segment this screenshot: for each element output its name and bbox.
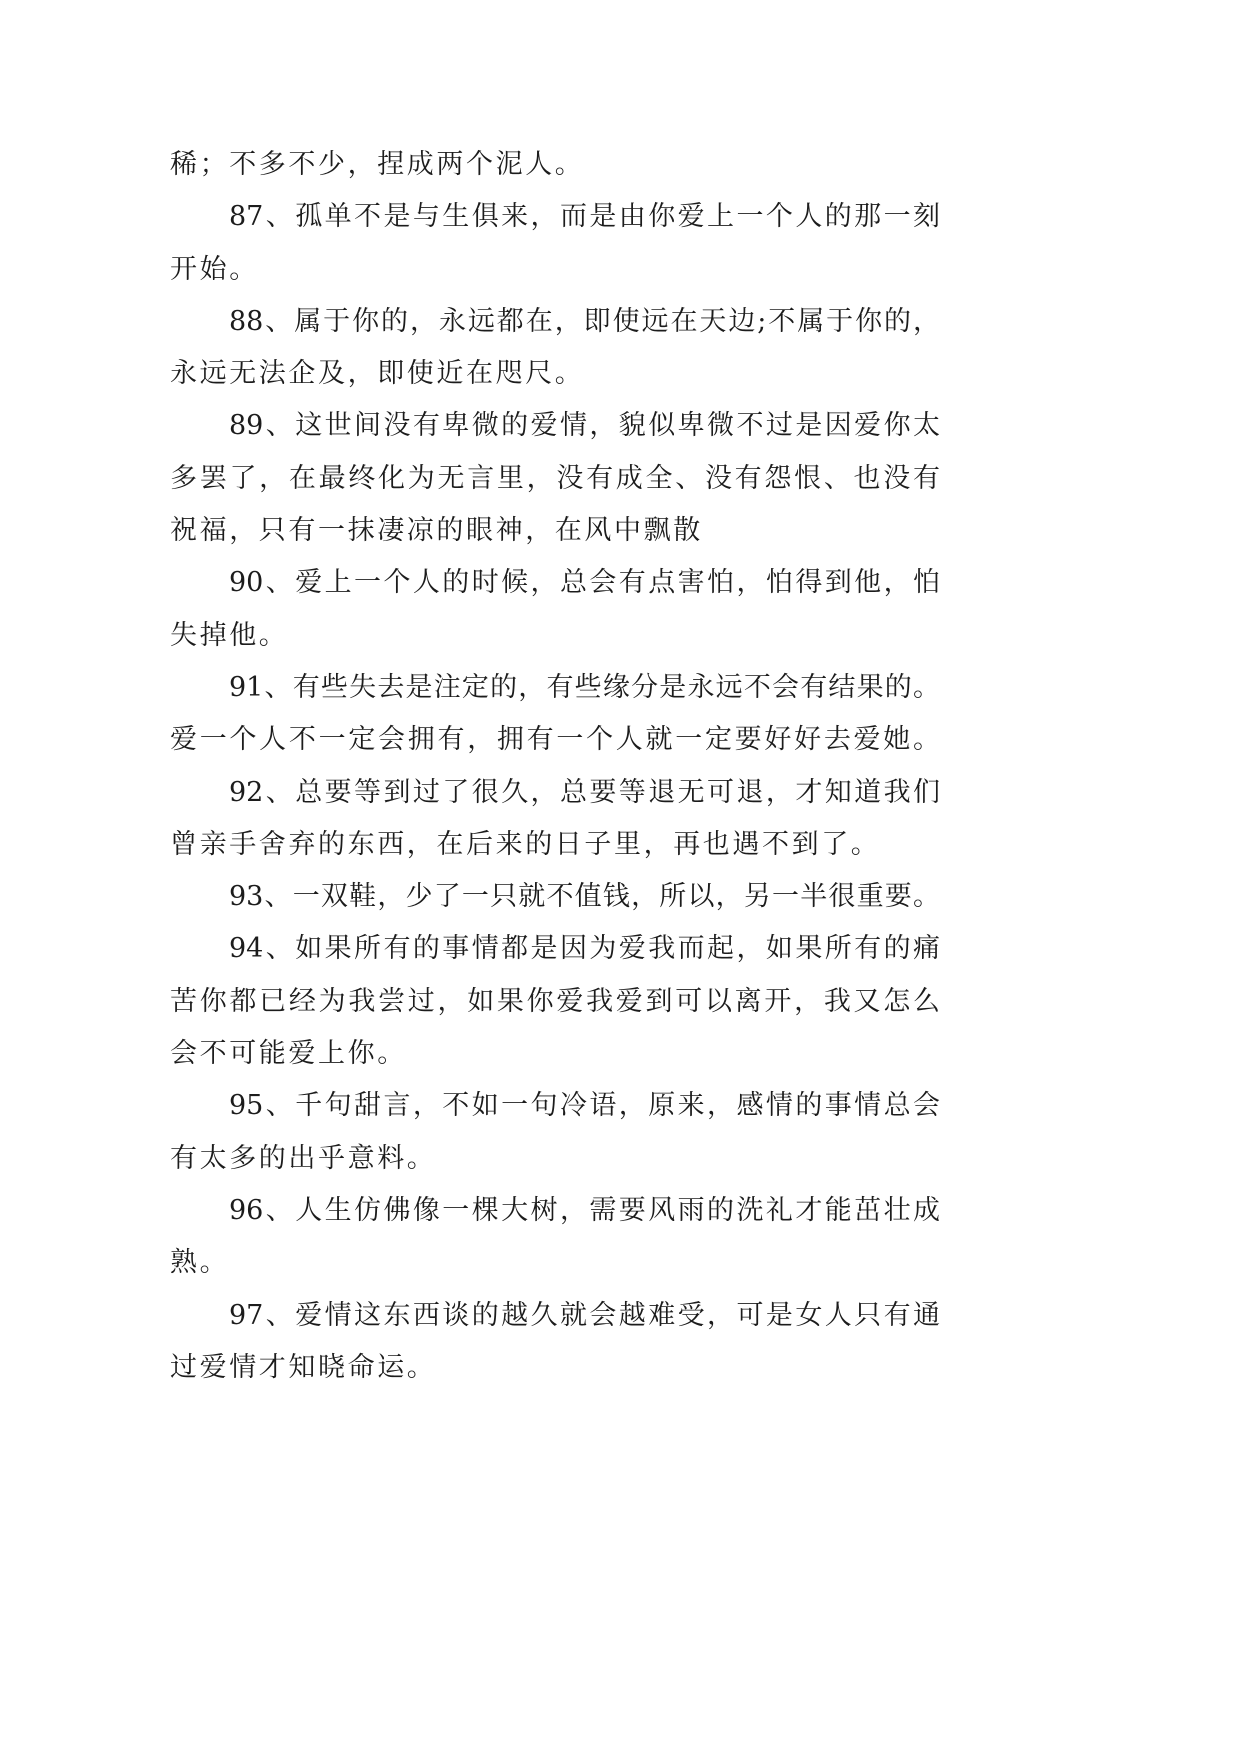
paragraph-89: [170, 400, 940, 557]
text-line: 苦你都已经为我尝过，如果你爱我爱到可以离开，我又怎么: [170, 985, 940, 1017]
text-line: 91、有些失去是注定的，有些缘分是永远不会有结果的。: [229, 671, 940, 703]
text-line: 89、这世间没有卑微的爱情，貌似卑微不过是因爱你太: [229, 410, 940, 442]
paragraph-94: [170, 923, 940, 1080]
text-line: 97、爱情这东西谈的越久就会越难受，可是女人只有通: [229, 1299, 940, 1331]
paragraph-90: [170, 557, 940, 662]
paragraph-continuation: [170, 139, 940, 191]
paragraph-93: [170, 871, 940, 923]
document-body: [170, 139, 940, 1394]
text-line: 曾亲手舍弃的东西，在后来的日子里，再也遇不到了。: [170, 828, 881, 860]
text-line: 93、一双鞋，少了一只就不值钱，所以，另一半很重要。: [229, 881, 940, 913]
text-line: 熟。: [170, 1247, 230, 1279]
text-line: 有太多的出乎意料。: [170, 1142, 437, 1174]
text-line: 94、如果所有的事情都是因为爱我而起，如果所有的痛: [229, 933, 940, 965]
paragraph-92: [170, 767, 940, 872]
text-line: 90、爱上一个人的时候，总会有点害怕，怕得到他，怕: [229, 567, 940, 599]
text-line: 永远无法企及，即使近在咫尺。: [170, 358, 585, 390]
text-line: 过爱情才知晓命运。: [170, 1351, 437, 1383]
text-line: 92、总要等到过了很久，总要等退无可退，才知道我们: [229, 776, 940, 808]
text-line: 祝福，只有一抹凄凉的眼神，在风中飘散: [170, 515, 703, 547]
paragraph-88: [170, 296, 940, 401]
text-line: 87、孤单不是与生俱来，而是由你爱上一个人的那一刻: [229, 201, 940, 233]
paragraph-97: [170, 1290, 940, 1395]
paragraph-91: [170, 662, 940, 767]
text-line: 95、千句甜言，不如一句冷语，原来，感情的事情总会: [229, 1090, 940, 1122]
text-line: 会不可能爱上你。: [170, 1038, 407, 1070]
text-line: 爱一个人不一定会拥有，拥有一个人就一定要好好去爱她。: [170, 724, 940, 756]
paragraph-95: [170, 1080, 940, 1185]
paragraph-96: [170, 1185, 940, 1290]
paragraph-87: [170, 191, 940, 296]
text-line: 稀；不多不少，捏成两个泥人。: [170, 149, 585, 180]
text-line: 失掉他。: [170, 619, 289, 651]
text-line: 96、人生仿佛像一棵大树，需要风雨的洗礼才能茁壮成: [229, 1194, 940, 1226]
text-line: 多罢了，在最终化为无言里，没有成全、没有怨恨、也没有: [170, 462, 940, 494]
text-line: 88、属于你的，永远都在，即使远在天边;不属于你的，: [229, 305, 940, 337]
text-line: 开始。: [170, 253, 259, 285]
